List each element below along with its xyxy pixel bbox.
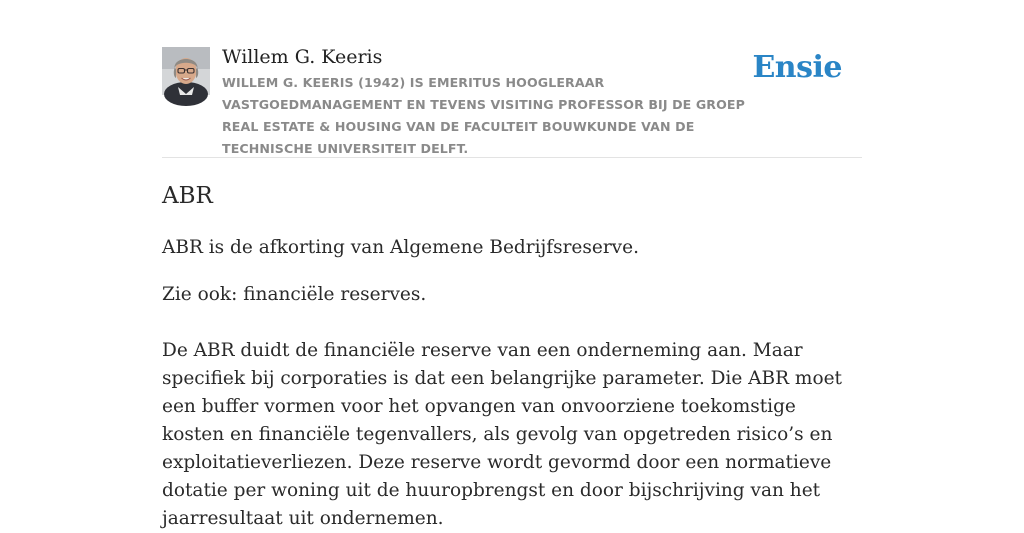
author-header xyxy=(162,44,862,158)
author-bio: WILLEM G. KEERIS (1942) IS EMERITUS HOOGLERAAR VASTGOEDMANAGEMENT EN TEVENS VISITING PROFESSOR BIJ DE GROEP REAL ESTATE & HOUSING VAN DE FACULTEIT BOUWKUNDE VAN DE TECHNISCHE UNIVERSITEIT DELFT. xyxy=(222,75,745,156)
article xyxy=(162,178,862,533)
article-paragraph: Zie ook: financiële reserves. xyxy=(162,284,427,305)
author-portrait-icon xyxy=(162,47,210,95)
author-avatar[interactable] xyxy=(162,47,210,95)
article-paragraph: ABR is de afkorting van Algemene Bedrijfsreserve. xyxy=(162,237,639,258)
article-title: ABR xyxy=(162,183,213,209)
article-paragraph: De ABR duidt de financiële reserve van een onderneming aan. Maar specifiek bij corporaties is dat een belangrijke parameter. Die ABR moet een buffer vormen voor het opvangen van onvoorziene toekomstige kosten en financiële tegenvallers, als gevolg van opgetreden risico’s en exploitatieverliezen. Deze reserve wordt gevormd door een normatieve dotatie per woning uit de huuropbrengst en door bijschrijving van het jaarresultaat uit ondernemen. xyxy=(162,340,842,529)
author-name[interactable]: Willem G. Keeris xyxy=(222,46,383,68)
ensie-logo[interactable]: Ensie xyxy=(752,50,842,85)
